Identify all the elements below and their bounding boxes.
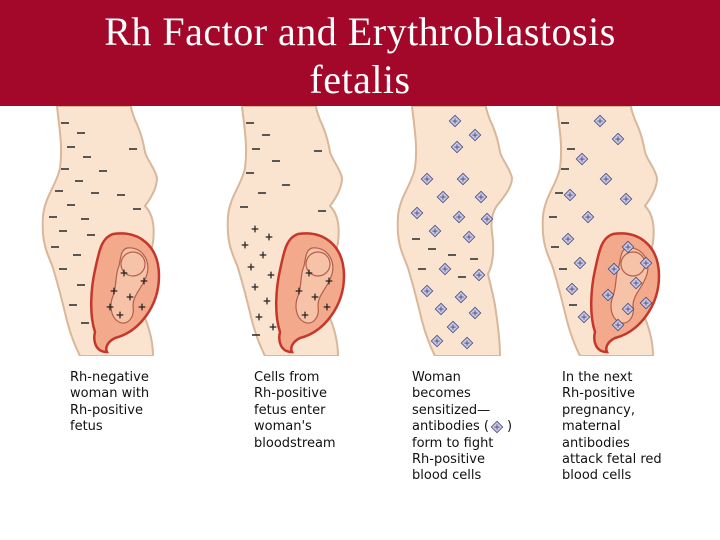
caption-line bbox=[412, 419, 562, 435]
caption-line: woman's bbox=[254, 419, 312, 435]
caption-line: blood cells bbox=[412, 468, 482, 484]
caption-line: pregnancy, bbox=[562, 402, 635, 418]
slide-title bbox=[0, 8, 720, 104]
caption-line: becomes bbox=[412, 386, 471, 402]
caption-line: form to fight bbox=[412, 435, 494, 451]
caption-line: Cells from bbox=[254, 370, 320, 385]
caption-line: Rh-negative bbox=[70, 370, 149, 385]
caption-line: antibodies bbox=[562, 435, 630, 451]
caption-line: woman with bbox=[70, 386, 150, 402]
caption-line: Rh-positive bbox=[412, 452, 485, 468]
caption-line: fetus bbox=[70, 419, 103, 435]
title-line-1: Rh Factor and Erythroblastosis bbox=[104, 9, 616, 54]
caption-line: Rh-positive bbox=[70, 402, 143, 418]
caption-line: fetus enter bbox=[254, 402, 326, 418]
caption-line: maternal bbox=[562, 419, 621, 435]
caption-text: antibodies ( bbox=[412, 419, 489, 435]
caption-panel-1 bbox=[70, 370, 220, 436]
panel-3-illustration bbox=[390, 106, 540, 356]
caption-line: bloodstream bbox=[254, 435, 336, 451]
caption-line: blood cells bbox=[562, 468, 632, 484]
caption-line: Woman bbox=[412, 370, 461, 385]
title-line-2: fetalis bbox=[309, 57, 411, 102]
antibody-icon bbox=[489, 420, 507, 434]
panel-4-illustration bbox=[535, 106, 685, 356]
title-bar bbox=[0, 0, 720, 106]
panel-1-illustration bbox=[35, 106, 185, 356]
caption-line: In the next bbox=[562, 370, 633, 385]
caption-line: attack fetal red bbox=[562, 452, 662, 468]
caption-text: ) bbox=[506, 419, 513, 435]
caption-line: Rh-positive bbox=[562, 386, 635, 402]
caption-line: Rh-positive bbox=[254, 386, 327, 402]
panel-2-illustration bbox=[220, 106, 370, 356]
caption-panel-4 bbox=[562, 370, 712, 485]
caption-line: sensitized— bbox=[412, 402, 491, 418]
caption-panel-3 bbox=[412, 370, 562, 485]
caption-panel-2 bbox=[254, 370, 404, 452]
